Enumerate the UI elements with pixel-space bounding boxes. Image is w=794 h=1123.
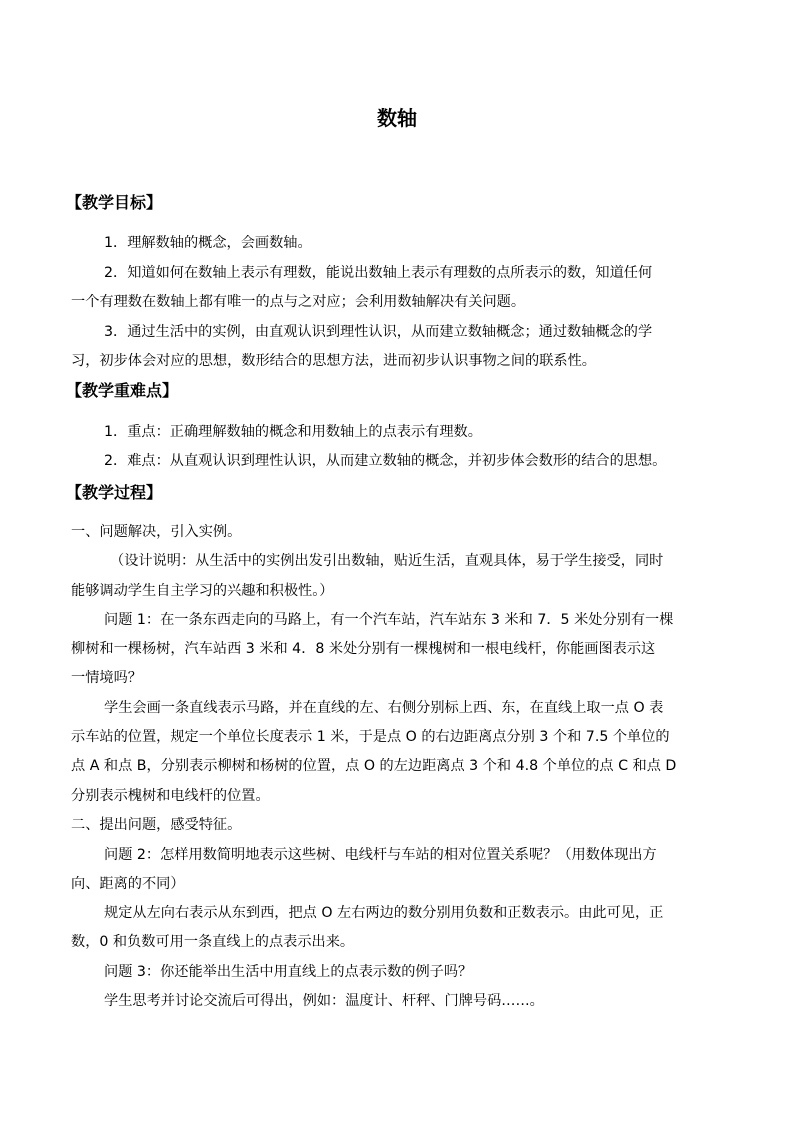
objective-line: 3．通过生活中的实例，由直观认识到理性认识，从而建立数轴概念；通过数轴概念的学 (104, 324, 653, 340)
process-line: 学生会画一条直线表示马路，并在直线的左、右侧分别标上西、东，在直线上取一点 O 表 (104, 700, 664, 716)
process-line: 问题 1：在一条东西走向的马路上，有一个汽车站，汽车站东 3 米和 7．5 米处分别有一棵 (104, 612, 674, 628)
process-line: 问题 3：你还能举出生活中用直线上的点表示数的例子吗？ (104, 964, 473, 980)
process-line: 能够调动学生自主学习的兴趣和积极性。） (71, 583, 334, 599)
objective-line: 习，初步体会对应的思想，数形结合的思想方法，进而初步认识事物之间的联系性。 (71, 353, 596, 369)
process-line: 学生思考并讨论交流后可得出，例如：温度计、杆秤、门牌号码……。 (104, 993, 544, 1009)
document-title: 数轴 (377, 106, 417, 130)
process-line: 一、问题解决，引入实例。 (71, 524, 242, 540)
process-line: 点 A 和点 B，分别表示柳树和杨树的位置，点 O 的左边距离点 3 个和 4.8 个单位的点 C 和点 D (71, 758, 677, 774)
process-line: 规定从左向右表示从东到西，把点 O 左右两边的数分别用负数和正数表示。由此可见，正 (104, 905, 664, 921)
objective-line: 一个有理数在数轴上都有唯一的点与之对应；会利用数轴解决有关问题。 (71, 294, 526, 310)
process-line: 示车站的位置，规定一个单位长度表示 1 米，于是点 O 的右边距离点分别 3 个和 7.5 个单位的 (71, 729, 670, 745)
heading-process: 【教学过程】 (66, 483, 163, 502)
process-line: 分别表示槐树和电线杆的位置。 (71, 788, 270, 804)
objective-line: 1．理解数轴的概念，会画数轴。 (104, 235, 312, 251)
heading-objectives: 【教学目标】 (66, 193, 163, 212)
process-line: 一情境吗？ (71, 670, 142, 686)
objective-line: 2．知道如何在数轴上表示有理数，能说出数轴上表示有理数的点所表示的数，知道任何 (104, 265, 653, 281)
heading-key-points: 【教学重难点】 (66, 381, 179, 400)
process-line: 柳树和一棵杨树，汽车站西 3 米和 4．8 米处分别有一棵槐树和一根电线杆，你能画图表示这 (71, 641, 656, 657)
key-point-line: 2．难点：从直观认识到理性认识，从而建立数轴的概念，并初步体会数形的结合的思想。 (104, 453, 667, 469)
process-line: 问题 2：怎样用数简明地表示这些树、电线杆与车站的相对位置关系呢？（用数体现出方 (104, 847, 657, 863)
process-line: 二、提出问题，感受特征。 (71, 817, 242, 833)
process-line: 向、距离的不同） (71, 876, 185, 892)
key-point-line: 1．重点：正确理解数轴的概念和用数轴上的点表示有理数。 (104, 424, 482, 440)
process-line: 数，0 和负数可用一条直线上的点表示出来。 (71, 934, 355, 950)
process-line: （设计说明：从生活中的实例出发引出数轴，贴近生活，直观具体，易于学生接受，同时 (110, 553, 664, 569)
